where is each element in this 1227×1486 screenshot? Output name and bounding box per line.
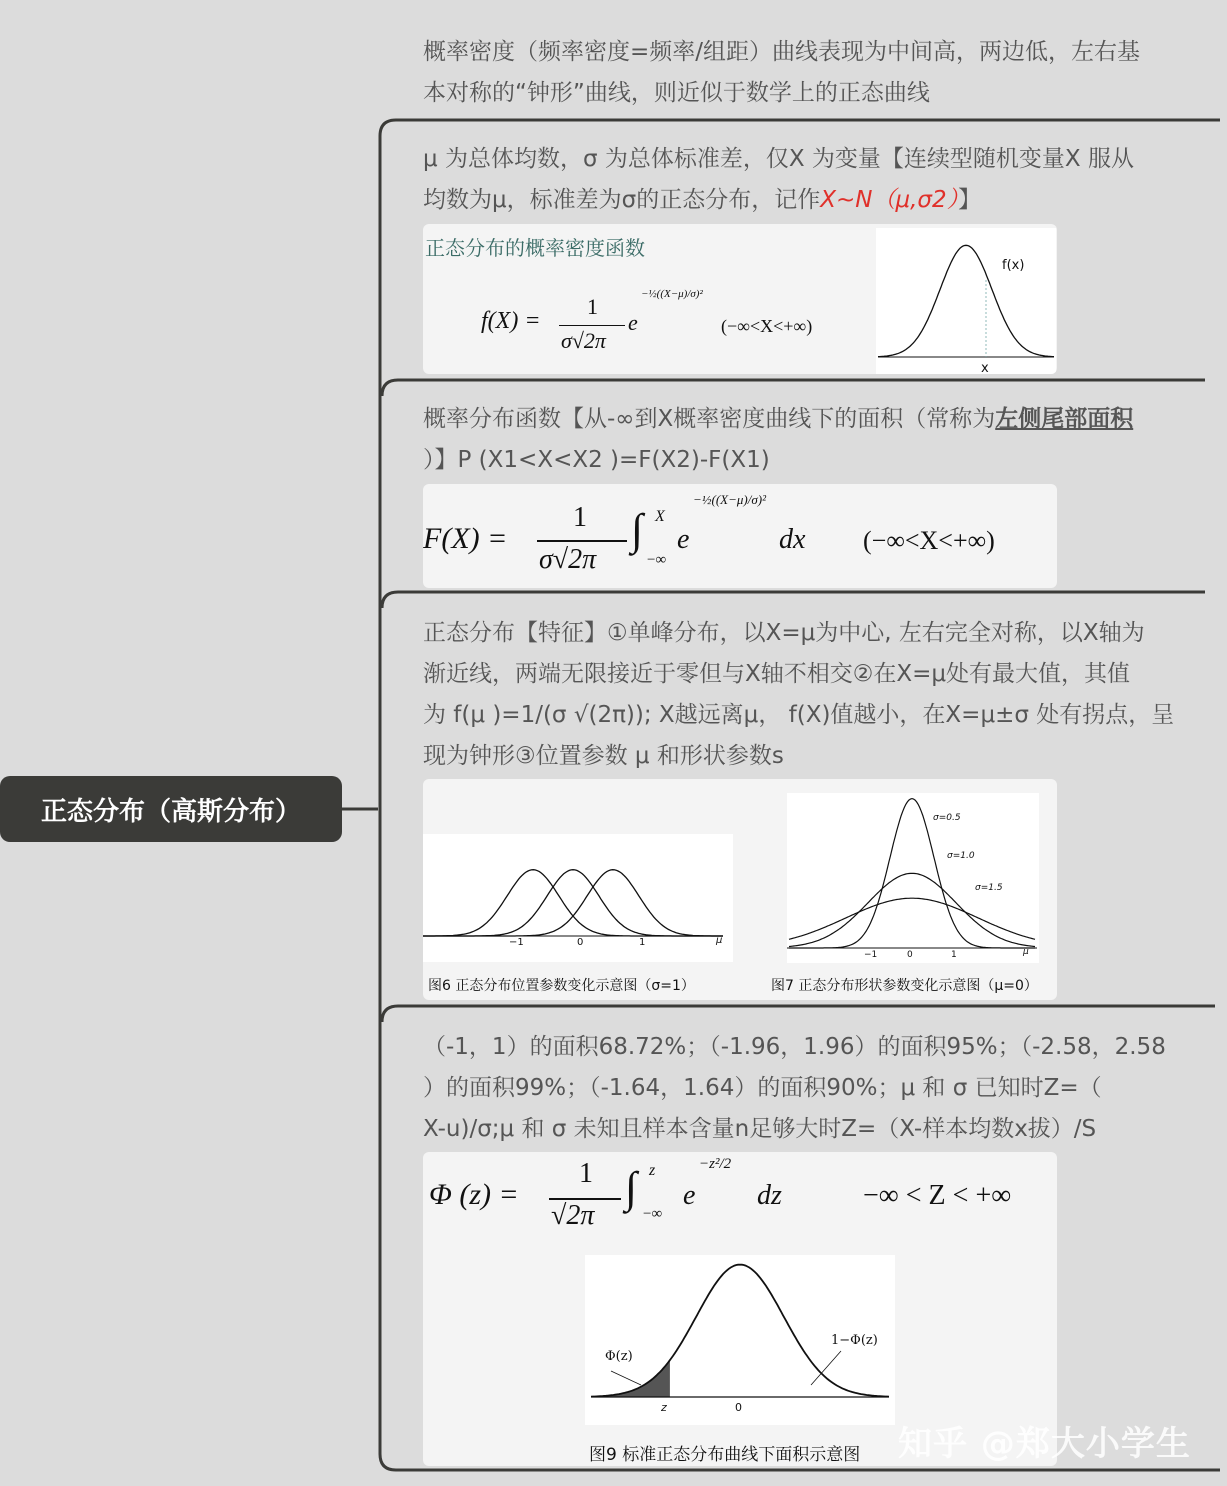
fig6-curve — [423, 870, 723, 936]
fig7-tick: 1 — [951, 950, 957, 960]
cdf-node-text: 概率分布函数【从-∞到X概率密度曲线下的面积（常称为左侧尾部面积 ）】P (X1<X<X2 )=F(X2)-F(X1) — [423, 406, 1134, 473]
cdf-formula-range: (−∞<X<+∞) — [863, 526, 995, 555]
notation-red: X~N（μ,σ2） — [820, 187, 959, 213]
pdf-card-title: 正态分布的概率密度函数 — [425, 236, 645, 260]
fig9-complement-label: 1−Φ(z) — [831, 1333, 878, 1348]
fig6-caption: 图6 正态分布位置参数变化示意图（σ=1） — [428, 978, 695, 994]
phi-lower-limit: −∞ — [643, 1206, 663, 1222]
cdf-integral: ∫ — [631, 505, 644, 554]
parameter-figures-card — [423, 779, 1057, 1000]
cdf-formula-exponent: −½((X−μ)/σ)² — [693, 492, 766, 507]
pdf-formula-den: σ√2π — [561, 328, 606, 353]
pdf-card — [423, 224, 1057, 374]
fig9-z-tick: z — [661, 1401, 667, 1414]
cdf-formula-den: σ√2π — [539, 544, 597, 575]
fig6-tick: −1 — [509, 937, 524, 948]
pdf-formula-exponent: −½((X−μ)/σ)² — [641, 288, 703, 300]
pdf-bell-figure — [876, 228, 1056, 374]
zhihu-watermark: 知乎 @郑大小学生 — [898, 1424, 1191, 1464]
pdf-node-text: μ 为总体均数，σ 为总体标准差，仅X 为变量【连续型随机变量X 服从 均数为μ，标准差为σ的正态分布，记作X~N（μ,σ2）】 — [423, 146, 1134, 213]
fig6-curve — [423, 870, 723, 936]
fig7-sigma-label: σ=1.5 — [975, 883, 1003, 893]
cdf-lower-limit: −∞ — [647, 552, 667, 568]
phi-formula-lhs: Φ (z) = — [429, 1178, 519, 1211]
fig7-caption: 图7 正态分布形状参数变化示意图（μ=0） — [771, 978, 1038, 994]
fig9-phi-label: Φ(z) — [605, 1349, 633, 1364]
left-tail-area-emphasis: 左侧尾部面积 — [995, 406, 1134, 432]
phi-formula-range: −∞ < Z < +∞ — [863, 1180, 1012, 1211]
phi-formula-num: 1 — [579, 1158, 593, 1189]
fig7-shape-parameter — [787, 793, 1039, 963]
fig7-sigma-label: σ=0.5 — [933, 813, 961, 823]
fig6-tick: 1 — [639, 937, 646, 948]
fig6-tick: 0 — [577, 937, 584, 948]
fig6-tick: μ — [716, 935, 723, 946]
fig9-standard-normal — [585, 1255, 895, 1425]
fig7-sigma-label: σ=1.0 — [947, 851, 975, 861]
cdf-formula-dx: dx — [779, 524, 806, 555]
cdf-formula-num: 1 — [573, 502, 587, 533]
root-topic-label: 正态分布（高斯分布） — [40, 796, 301, 827]
phi-formula-den: √2π — [551, 1200, 595, 1231]
cdf-formula-e: e — [677, 524, 690, 555]
x-label: x — [981, 361, 989, 376]
phi-formula-exponent: −z²/2 — [699, 1156, 732, 1172]
pdf-formula-lhs: f(X) = — [481, 308, 541, 334]
fig7-tick: μ — [1023, 947, 1029, 957]
fig7-tick: 0 — [907, 950, 913, 960]
fx-label: f(x) — [1002, 258, 1025, 273]
phi-formula-e: e — [683, 1180, 696, 1211]
root-topic-node[interactable] — [0, 776, 342, 842]
fig9-caption: 图9 标准正态分布曲线下面积示意图 — [589, 1445, 861, 1465]
fig6-curve — [423, 870, 723, 936]
fig7-tick: −1 — [864, 950, 878, 960]
cdf-formula-lhs: F(X) = — [423, 522, 508, 555]
intro-text: 概率密度（频率密度=频率/组距）曲线表现为中间高，两边低，左右基 本对称的“钟形”曲线，则近似于数学上的正态曲线 — [423, 39, 1141, 106]
pdf-formula-num: 1 — [587, 294, 598, 319]
pdf-formula-e: e — [628, 310, 638, 335]
fig9-zero-tick: 0 — [735, 1401, 742, 1414]
features-node-text: 正态分布【特征】①单峰分布，以X=μ为中心, 左右完全对称，以X轴为 渐近线，两端无限接近于零但与X轴不相交②在X=μ处有最大值，其值 为 f(μ )=1/(σ √(2π)); X越远离μ， f(X)值越小，在X=μ±σ 处有拐点，呈 现为钟形③位置参数 μ 和形状参数s — [423, 620, 1175, 769]
phi-upper-limit: z — [649, 1162, 656, 1179]
phi-formula-dz: dz — [757, 1180, 782, 1211]
fig7-curve — [789, 898, 1035, 939]
pdf-formula-range: (−∞<X<+∞) — [721, 316, 813, 336]
phi-integral: ∫ — [625, 1163, 638, 1212]
cdf-upper-limit: X — [655, 508, 665, 525]
area-node-text: （-1，1）的面积68.72%；（-1.96，1.96）的面积95%；（-2.58，2.58 ）的面积99%；（-1.64，1.64）的面积90%；μ 和 σ 已知时Z=（ X-u)/σ;μ 和 σ 未知且样本含量n足够大时Z=（X-样本均数x拔）/S — [423, 1034, 1166, 1142]
cdf-formula-card — [423, 484, 1057, 588]
